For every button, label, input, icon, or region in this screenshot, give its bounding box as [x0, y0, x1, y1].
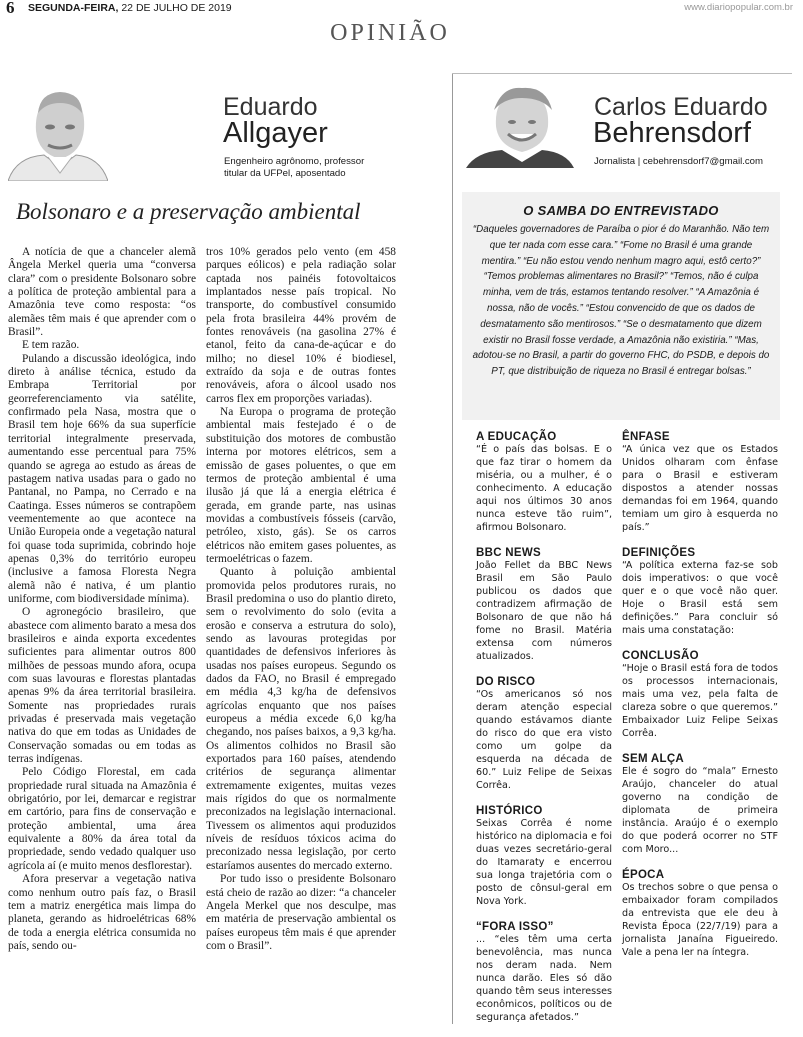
article-paragraph: Quanto à poluição ambiental promovida pelos produtores rurais, no Brasil predomina o uso do plantio direto, sem o revolvimento do solo (evita a erosão e conserva a estrutura do solo), sendo as lavouras protegidas por quantidades de defensivos inferiores às usadas nos países europeus. Segundo os dados da FAO, no Brasil é empregado em média 4,3 kg/ha de defensivos agrícolas enquanto que nos países europeus a média excede 6,0 kg/ha chegando, nos países baixos, a 9,3 kg/ha. Os alimentos colhidos no Brasil são exportados para 160 países, atendendo critérios de segurança alimentar extremamente exigentes, muitas vezes mais rígidos do que os normalmente preconizados na legislação internacional. Tivessem os alimentos aqui produzidos níveis de resíduos tóxicos acima do preconizado nessa legislação, por certo estaríamos ausentes do mercado externo. — [206, 566, 396, 872]
samba-title: O SAMBA DO ENTREVISTADO — [523, 203, 719, 218]
note-bbc-news — [476, 547, 612, 663]
article-paragraph: O agronegócio brasileiro, que abastece com alimento barato a mesa dos brasileiros e ainda exporta excedentes suficientes para alimentar outros 800 milhões de pessoas mundo afora, ocupa com suas lavouras e florestas plantadas apenas 9% da área territorial brasileira. Somente nas propriedades rurais privadas é preservada mais vegetação nativa do que em todas as Unidades de Conservação somadas ou em todas as terras indígenas. — [8, 606, 196, 766]
note-text: Seixas Corrêa é nome histórico na diplomacia e foi duas vezes secretário-geral do Itamaraty e encerrou sua longa trajetória com o posto de cônsul-geral em Nova York. — [476, 818, 612, 907]
note-text: “Hoje o Brasil está fora de todos os processos internacionais, mais uma vez, pela falta de clareza sobre o que queremos.” Embaixador Luiz Felipe Seixas Corrêa. — [622, 663, 778, 739]
note-a-educacao — [476, 431, 612, 534]
notes-column-right — [622, 431, 778, 972]
note-definicoes — [622, 547, 778, 637]
note-text: “É o país das bolsas. E o que faz tirar o homem da miséria, ou a mulher, é o conhecimento. A educação aqui nos últimos 30 anos nunca esteve tão ruim”, afirmou Bolsonaro. — [476, 444, 612, 533]
author2-bio[interactable]: Jornalista | cebehrensdorf7@gmail.com — [594, 156, 764, 167]
note-text: “Os americanos só nos deram atenção especial quando estávamos diante do risco do que era visto como um golpe da esquerda na década de 60.” Luiz Felipe de Seixas Corrêa. — [476, 689, 612, 791]
note-heading: SEM ALÇA — [622, 753, 685, 765]
note-heading: CONCLUSÃO — [622, 650, 699, 662]
article-paragraph: Pulando a discussão ideológica, indo direto à análise técnica, estudo da Embrapa Territorial por georreferenciamento via satélite, confirmado pela Nasa, mostra que o Brasil tem hoje 66% da sua superfície territorial integralmente preservada, aumentando esse percentual para 75% quando se agrega ao estudo as áreas de pastagem nativa usadas para o gado no Pantanal, no Pampa, no Cerrado e na Caatinga. Esses números se contrapõem veementemente ao que acontece na União Europeia onde a vegetação natural foi quase toda suprimida, cobrindo hoje apenas 0,3% do território europeu (inclusive a famosa Floresta Negra alemã não é nativa, é um plantio uniforme, com biodiversidade mínima). — [8, 352, 196, 605]
column-divider — [452, 73, 453, 1024]
article-title: Bolsonaro e a preservação ambiental — [16, 199, 361, 224]
article-column-2 — [206, 246, 396, 953]
note-heading: “FORA ISSO” — [476, 921, 554, 933]
author1-bio-line1: Engenheiro agrônomo, professor — [224, 156, 365, 167]
note-text: João Fellet da BBC News Brasil em São Paulo publicou os dados que contradizem afirmação de Bolsonaro de que não há fome no Brasil. Matéria extensa com números atualizados. — [476, 560, 612, 662]
date-weekday: SEGUNDA-FEIRA, — [28, 2, 119, 14]
note-conclusao — [622, 650, 778, 740]
article-paragraph: A notícia de que a chanceler alemã Ângela Merkel queria uma “conversa clara” com o presidente Bolsonaro sobre a política de proteção ambiental para a Amazônia teve como resposta: “os alemães têm mais é que aprender com o Brasil”. — [8, 246, 196, 339]
site-url[interactable]: www.diariopopular.com.br — [684, 2, 793, 13]
note-heading: DO RISCO — [476, 676, 536, 688]
note-text: “A política externa faz-se sob dois imperativos: o que você quer e o que você não quer. Hoje o Brasil está sem definições.” Para concluir só mais uma constatação: — [622, 560, 778, 636]
note-text: Os trechos sobre o que pensa o embaixador foram compilados da entrevista que ele deu à Revista Época (22/7/19) para a jornalista Janaína Figueiredo. Vale a pena ler na íntegra. — [622, 882, 778, 958]
article-paragraph: Afora preservar a vegetação nativa como nenhum outro país faz, o Brasil tem a matriz energética mais limpa do planeta, gerando as hidroelétricas 68% de toda a energia elétrica consumida no país, sendo ou- — [8, 873, 196, 952]
page-date — [28, 2, 232, 14]
article-paragraph: Pelo Código Florestal, em cada propriedade rural situada na Amazônia é obrigatório, por lei, demarcar e registrar em cartório, para fins de conservação e proteção ambiental, uma área equivalente a 80% da área total da propriedade, sendo vedado qualquer uso agrícola aí (e muito menos desflorestar). — [8, 766, 196, 872]
author1-photo — [8, 73, 108, 181]
article-paragraph: E tem razão. — [22, 339, 80, 352]
section-title: OPINIÃO — [330, 20, 450, 46]
note-do-risco — [476, 676, 612, 792]
note-text: “A única vez que os Estados Unidos olharam com ênfase para o Brasil e estiveram dispostos a atender nossas demandas foi em 1964, quando temiam um giro à esquerda no país.” — [622, 444, 778, 533]
author1-bio-line2: titular da UFPel, aposentado — [224, 168, 346, 179]
author1-last-name: Allgayer — [223, 117, 328, 149]
note-heading: DEFINIÇÕES — [622, 547, 696, 559]
author1-first-name: Eduardo — [223, 93, 318, 121]
author2-photo — [466, 82, 574, 168]
article-paragraph: tros 10% gerados pelo vento (em 458 parques eólicos) e pela radiação solar captada nos painéis fotovoltaicos implantados nesse país tropical. No transporte, do combustível consumido pela frota brasileira 44% provém de fontes renováveis (na gasolina 27% é etanol, feito da cana-de-açúcar e do milho; no diesel 10% é biodiesel, extraído da soja e de outras fontes renováveis, afora o álcool usado nos carros flex em proporções variadas). — [206, 246, 396, 405]
note-text: ... “eles têm uma certa benevolência, mas nunca nos deram nada. Nem nunca darão. Eles só dão quando têm seus interesses econômicos, políticos ou de segurança afetados.” — [476, 934, 612, 1023]
note-heading: A EDUCAÇÃO — [476, 431, 557, 443]
article-paragraph: Na Europa o programa de proteção ambiental mais festejado é o de substituição dos motores de combustão interna por motores elétricos, sem a emissão de gases poluentes, o que em termos de proteção ambiental é uma ilusão já que lá a energia elétrica é gerada, em grande parte, nas usinas movidas a combustíveis fósseis (carvão, petróleo, xisto, gás). Se os carros elétricos não emitem gases poluentes, as termoelétricas o fazem. — [206, 406, 396, 565]
note-sem-alca — [622, 753, 778, 856]
note-fora-isso — [476, 921, 612, 1024]
author2-last-name: Behrensdorf — [593, 117, 751, 149]
note-historico — [476, 805, 612, 908]
article-column-1 — [8, 246, 196, 953]
note-heading: ÉPOCA — [622, 869, 665, 881]
author2-first-name: Carlos Eduardo — [594, 93, 768, 121]
note-heading: BBC NEWS — [476, 547, 542, 559]
page-number: 6 — [6, 0, 15, 17]
samba-lead: “Daqueles governadores de Paraíba o pior é do Maranhão. Não tem que ter nada com esse cara.” “Fome no Brasil é uma grande mentira.” “Eu não estou vendo nenhum magro aqui, estô certo?” “Temos problemas alimentares no Brasil?” “Temos, não é culpa minha, vem de trás, estamos tentando resolver.” “A Amazônia é nossa, não de vocês.” “Estou convencido de que os dados de desmatamento são mentirosos.” “Se o desmatamento que dizem existir no Brasil fosse verdade, a Amazônia não existiria.” “Mas, adotou-se no Brasil, a partir do governo FHC, do PSDB, e depois do PT, que distribuição de riqueza no Brasil é entregar bolsas.” — [472, 224, 770, 378]
notes-column-left — [476, 431, 612, 1037]
note-enfase — [622, 431, 778, 534]
note-epoca — [622, 869, 778, 959]
note-heading: ÊNFASE — [622, 431, 670, 443]
note-text: Ele é sogro do “mala” Ernesto Araújo, chanceler do atual governo na condição de diplomata de primeira instância. Araújo é o exemplo do que poderá ocorrer no STF com Moro... — [622, 766, 778, 855]
note-heading: HISTÓRICO — [476, 805, 543, 817]
article-paragraph: Por tudo isso o presidente Bolsonaro está cheio de razão ao dizer: “a chanceler Angela Merkel que nos desculpe, mas em matéria de preservação ambiental os países europeus têm mais é que aprender com o Brasil”. — [206, 873, 396, 952]
author2-top-rule — [452, 73, 792, 74]
date-text: 22 DE JULHO DE 2019 — [121, 2, 232, 14]
